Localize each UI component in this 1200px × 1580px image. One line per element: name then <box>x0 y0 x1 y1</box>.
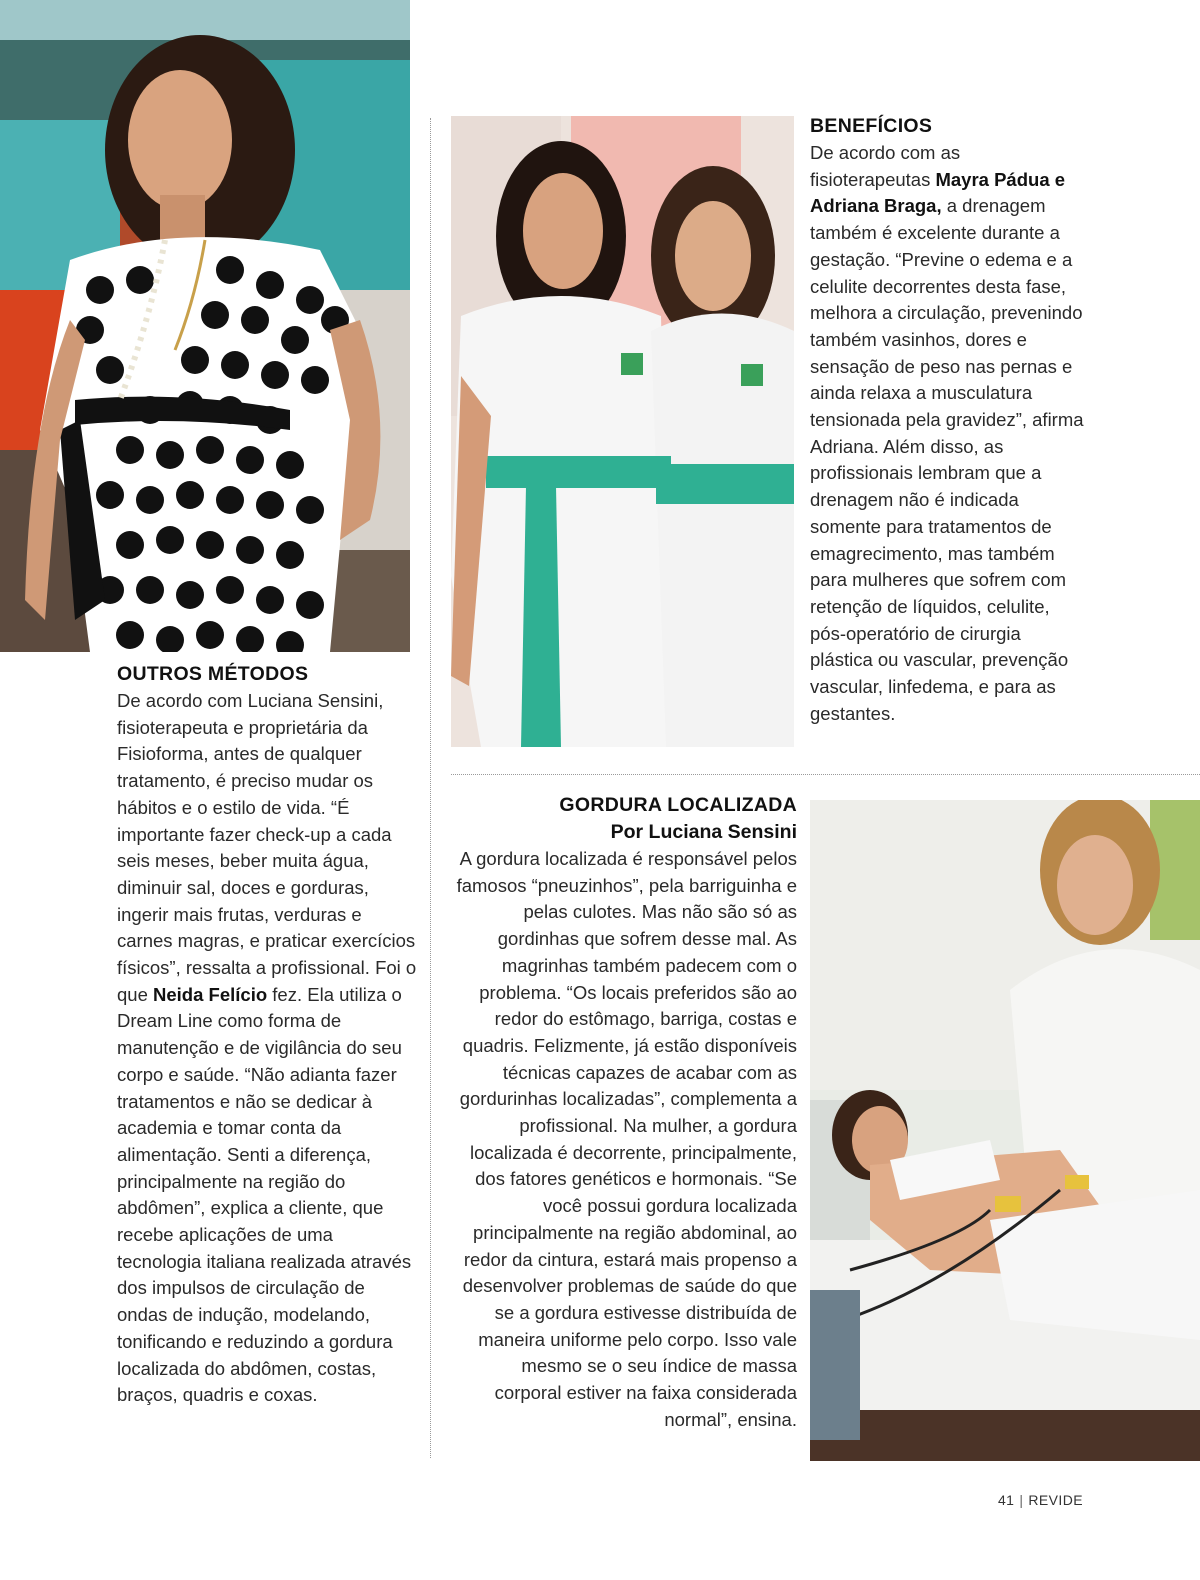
page-folio <box>998 1492 1083 1508</box>
fisio-photo-illustration <box>451 116 794 747</box>
heading-outros-metodos: OUTROS MÉTODOS <box>117 663 309 685</box>
names-mayra-adriana: Mayra Pádua e Adriana Braga, <box>810 168 1066 217</box>
beneficios-text-2: a drenagem também é excelente durante a gestação. “Previne o edema e a celulite decorrentes desta fase, melhora a circulação, prevenindo também vasinhos, dores e sensação de peso nas pernas e ainda relaxa a musculatura tensionada pela gravidez”, afirma Adriana. Além disso, as profissionais lembram que a drenagem não é indicada somente para tratamentos de emagrecimento, mas também para mulheres que sofrem com retenção de líquidos, celulite, pós-operatório de cirurgia plástica ou vascular, prevenção vascular, linfedema, e para as gestantes. <box>810 195 1084 724</box>
beneficios-body <box>810 140 1085 727</box>
folio-separator: | <box>1019 1492 1024 1508</box>
outros-metodos-body <box>117 688 417 1409</box>
heading-beneficios: BENEFÍCIOS <box>810 115 933 137</box>
beneficios-text-1: De acordo com as fisioterapeutas <box>810 142 961 190</box>
neida-photo-illustration <box>0 0 410 652</box>
magazine-name: REVIDE <box>1028 1492 1083 1508</box>
column-divider <box>430 118 431 1458</box>
article-outros-metodos <box>117 660 417 1409</box>
photo-mayra-adriana <box>451 116 794 747</box>
byline: Por Luciana Sensini <box>610 821 797 843</box>
photo-luciana-sensini <box>810 800 1200 1461</box>
luciana-photo-illustration <box>810 800 1200 1461</box>
name-neida: Neida Felício <box>153 983 268 1005</box>
heading-gordura-localizada: GORDURA LOCALIZADA <box>559 794 797 816</box>
article-gordura-localizada <box>452 792 797 1433</box>
gordura-body: A gordura localizada é responsável pelos famosos “pneuzinhos”, pela barriguinha e pelas culotes. Mas não são só as gordinhas que sofrem desse mal. As magrinhas também padecem com o problema. “Os locais preferidos são ao redor do estômago, barriga, costas e quadris. Felizmente, já estão disponíveis técnicas capazes de acabar com as gordurinhas localizadas”, complementa a profissional. Na mulher, a gordura localizada é decorrente, principalmente, dos fatores genéticos e hormonais. “Se você possui gordura localizada principalmente na região abdominal, ao redor da cintura, estará mais propenso a desenvolver problemas de saúde do que se a gordura estivesse distribuída de maneira uniforme pelo corpo. Isso vale mesmo se o seu índice de massa corporal estiver na faixa considerada normal”, ensina. <box>456 848 797 1430</box>
outros-text-1: De acordo com Luciana Sensini, fisioterapeuta e proprietária da Fisioforma, antes de qualquer tratamento, é preciso mudar os hábitos e o estilo de vida. “É importante fazer check-up a cada seis meses, beber muita água, diminuir sal, doces e gorduras, ingerir mais frutas, verduras e carnes magras, e praticar exercícios físicos”, ressalta a profissional. Foi o que <box>117 690 417 1005</box>
page-number: 41 <box>998 1492 1015 1508</box>
article-beneficios <box>810 112 1085 727</box>
section-divider <box>451 774 1200 775</box>
photo-neida-felicio <box>0 0 410 652</box>
outros-text-2: fez. Ela utiliza o Dream Line como forma de manutenção e de vigilância do seu corpo e saúde. “Não adianta fazer tratamentos e não se dedicar à academia e tomar conta da alimentação. Senti a diferença, principalmente na região do abdômen”, explica a cliente, que recebe aplicações de uma tecnologia italiana realizada através dos impulsos de circulação de ondas de indução, modelando, tonificando e reduzindo a gordura localizada do abdômen, costas, braços, quadris e coxas. <box>117 983 412 1406</box>
